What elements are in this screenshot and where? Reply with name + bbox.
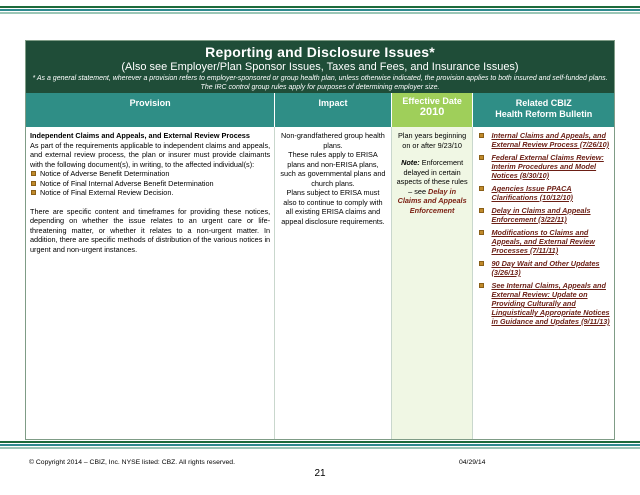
stripe [0, 6, 640, 8]
square-bullet-icon [479, 208, 484, 213]
bulletin-link-text[interactable]: Modifications to Claims and Appeals, and External Review Processes (7/11/11) [491, 228, 595, 255]
footer-copyright: © Copyright 2014 – CBIZ, Inc. NYSE listed: CBZ. All rights reserved. [29, 459, 235, 466]
square-bullet-icon [479, 155, 484, 160]
impact-paragraph: Non-grandfathered group health plans. [281, 131, 385, 150]
bulletin-link[interactable] [477, 131, 610, 149]
provision-intro: As part of the requirements applicable to independent claims and appeals, and external review process, the plan or insurer must provide claimants with the following document(s), in writing, to the affected individual(s): [30, 140, 271, 169]
column-header-provision [26, 93, 275, 127]
list-item-text: Notice of Adverse Benefit Determination [40, 169, 170, 178]
bulletin-link-text[interactable]: Agencies Issue PPACA Clarifications (10/12/10) [491, 184, 573, 202]
bulletin-link[interactable] [477, 153, 610, 180]
column-header-related-bulletin [473, 93, 614, 127]
table-row [26, 127, 614, 439]
effective-note [396, 158, 469, 215]
square-bullet-icon [31, 190, 36, 195]
list-item [30, 188, 270, 198]
impact-paragraph: These rules apply to ERISA plans and non-ERISA plans, such as governmental plans and church plans. [280, 150, 386, 188]
square-bullet-icon [31, 181, 36, 186]
column-header-impact [275, 93, 392, 127]
header-label: Impact [318, 98, 348, 108]
related-bulletin-cell [473, 127, 614, 439]
note-text: Enforcement delayed in certain aspects of these rules – see [396, 158, 468, 196]
table-subtitle: (Also see Employer/Plan Sponsor Issues, Taxes and Fees, and Insurance Issues) [121, 61, 519, 73]
table-title: Reporting and Disclosure Issues* [205, 44, 435, 60]
page-number: 21 [314, 468, 326, 479]
bulletin-link[interactable] [477, 206, 610, 224]
footer-date: 04/29/14 [459, 459, 486, 466]
provision-notice-list [30, 169, 270, 198]
table-note: * As a general statement, wherever a provision refers to employer-sponsored or group health plan, unless otherwise indicated, the provision applies to both insured and self-funded plans. The IRC control group rules apply for purposes of determining employer size. [32, 75, 608, 91]
list-item [30, 179, 270, 189]
bulletin-link-text[interactable]: See Internal Claims, Appeals and External Review: Update on Providing Culturally and Linguistically Appropriate Notices in Guidance and Updates (9/11/13) [491, 281, 610, 326]
bulletin-link-text[interactable]: 90 Day Wait and Other Updates (3/26/13) [491, 259, 600, 277]
effective-date-text: Plan years beginning on or after 9/23/10 [398, 131, 467, 150]
header-label: Health Reform Bulletin [495, 109, 593, 119]
square-bullet-icon [479, 283, 484, 288]
list-item-text: Notice of Final Internal Adverse Benefit Determination [40, 178, 214, 188]
bulletin-link[interactable] [477, 281, 610, 326]
bulletin-link-text[interactable]: Delay in Claims and Appeals Enforcement (3/22/11) [491, 206, 591, 224]
header-label: Related CBIZ [515, 98, 572, 108]
header-label: Provision [129, 98, 171, 108]
stripe [0, 12, 640, 14]
top-stripes [0, 6, 640, 14]
column-header-effective-date [392, 93, 474, 127]
impact-paragraph: Plans subject to ERISA must also to continue to comply with all existing ERISA claims and appeal disclosure requirements. [281, 188, 385, 226]
related-bulletin-list [477, 131, 610, 326]
bulletin-link[interactable] [477, 259, 610, 277]
square-bullet-icon [31, 171, 36, 176]
provision-cell [26, 127, 275, 439]
square-bullet-icon [479, 186, 484, 191]
bulletin-link-text[interactable]: Internal Claims and Appeals, and External Review Process (7/26/10) [491, 131, 610, 149]
header-label: Effective Date [402, 96, 462, 106]
square-bullet-icon [479, 230, 484, 235]
table-banner [26, 41, 614, 93]
stripe [0, 441, 640, 443]
impact-cell [275, 127, 392, 439]
square-bullet-icon [479, 133, 484, 138]
stripe [0, 444, 640, 446]
list-item-text: Notice of Final External Review Decision. [40, 188, 174, 197]
list-item [30, 169, 270, 179]
square-bullet-icon [479, 261, 484, 266]
effective-date-cell [392, 127, 474, 439]
delay-enforcement-link[interactable]: Delay in Claims and Appeals Enforcement [397, 186, 467, 215]
note-label: Note: [401, 158, 420, 167]
bulletin-link[interactable] [477, 184, 610, 202]
bottom-stripes [0, 441, 640, 449]
provision-body: There are specific content and timeframes for providing these notices, depending on whether the issue relates to an urgent care or life-threatening matter, or whether it relates to a non-urgent matter. In addition, there are specific methods of distribution of the various notices in urgent and non-urgent instances. [30, 206, 271, 254]
stripe [0, 447, 640, 449]
stripe [0, 9, 640, 11]
bulletin-link[interactable] [477, 228, 610, 255]
header-year: 2010 [419, 106, 445, 118]
reporting-table [25, 40, 615, 440]
bulletin-link-text[interactable]: Federal External Claims Review: Interim Procedures and Model Notices (8/30/10) [491, 153, 604, 180]
provision-title: Independent Claims and Appeals, and External Review Process [30, 131, 250, 140]
column-header-row [26, 93, 614, 127]
